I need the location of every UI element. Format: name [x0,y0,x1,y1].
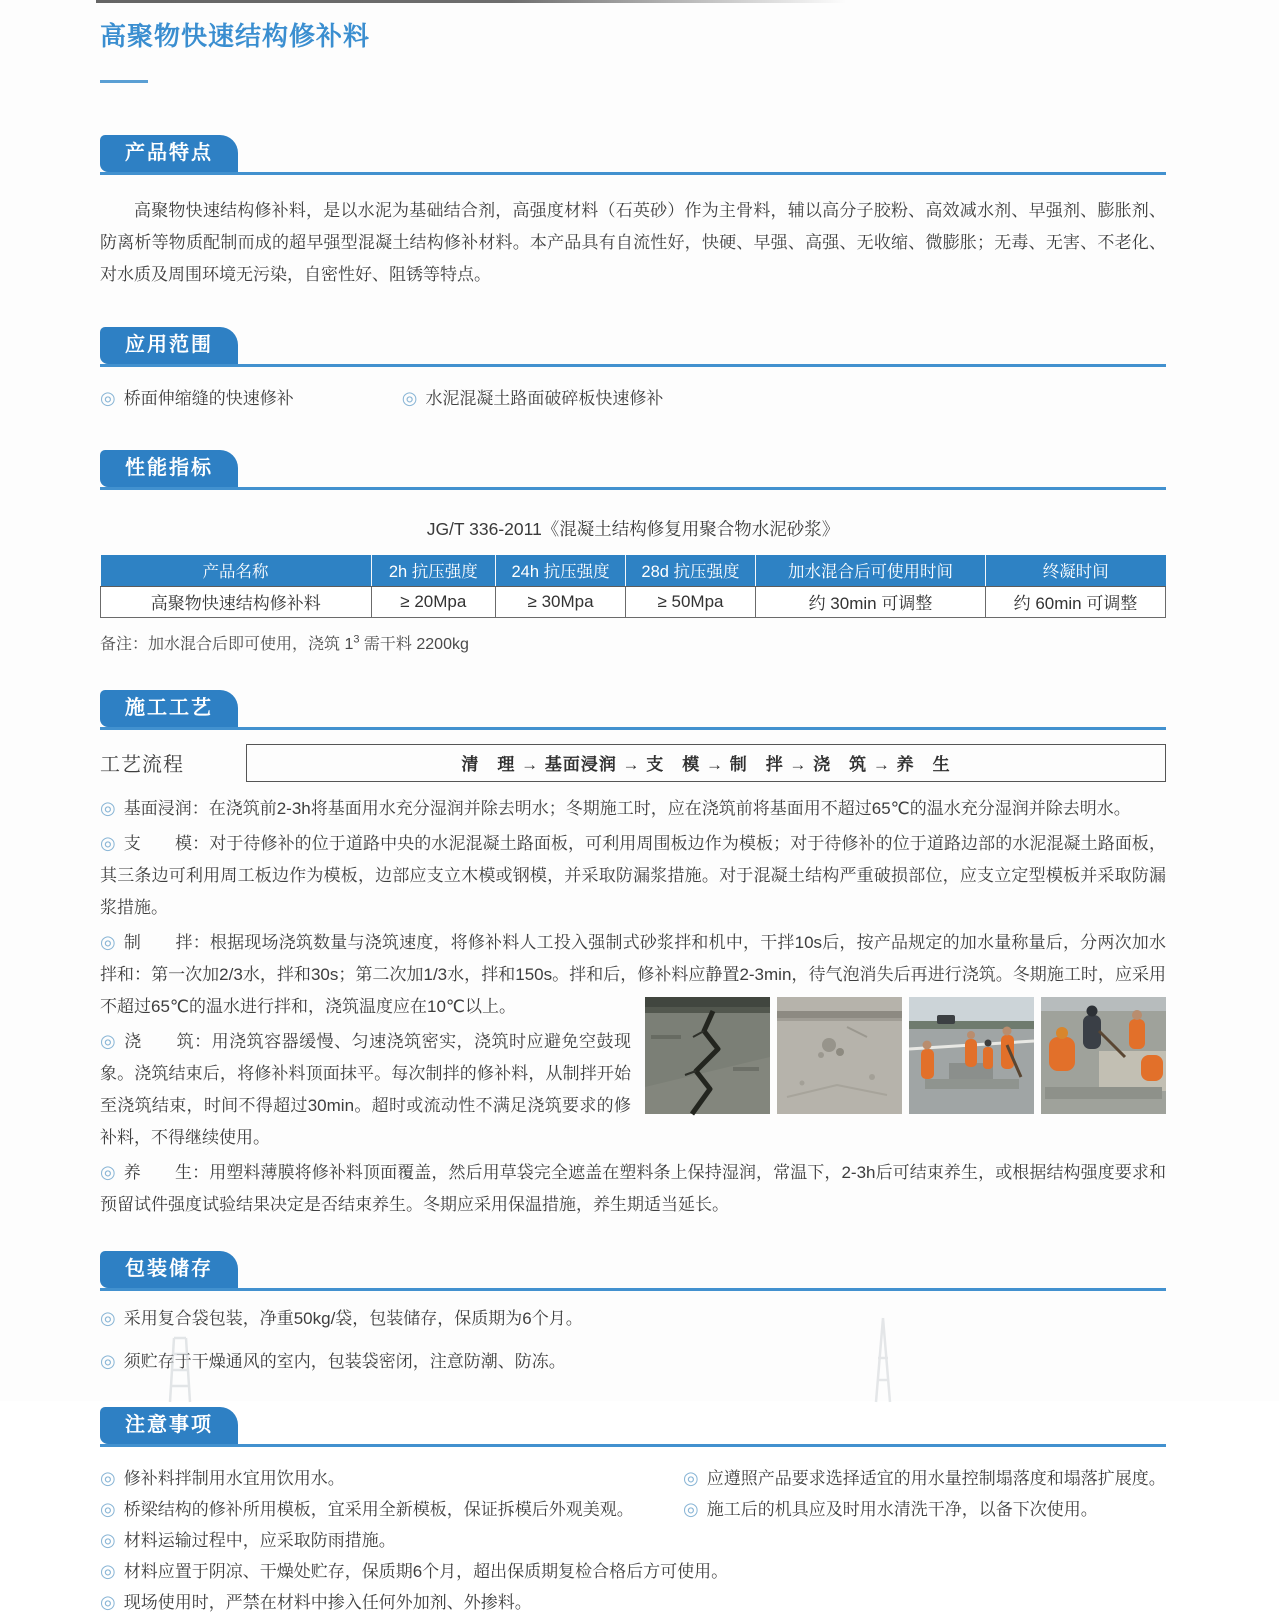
packaging-item [100,1346,1166,1377]
notice-item-text: 施工后的机具应及时用水清洗干净，以备下次使用。 [706,1499,1098,1519]
notice-item [683,1463,1166,1494]
site-photo-strip [645,997,1166,1114]
table-header-cell: 产品名称 [101,555,372,586]
application-item-label: 桥面伸缩缝的快速修补 [123,389,294,408]
section-header-features [100,135,1166,175]
ring-bullet-icon: ◎ [100,1529,116,1550]
process-step [100,1156,1166,1221]
notice-item-text: 现场使用时，严禁在材料中掺入任何外加剂、外掺料。 [123,1592,532,1612]
notice-item-text: 材料运输过程中，应采取防雨措施。 [123,1530,396,1550]
title-underline [100,80,148,83]
table-cell: ≥ 20Mpa [371,586,496,617]
features-paragraph: 高聚物快速结构修补料，是以水泥为基础结合剂，高强度材料（石英砂）作为主骨料，辅以高分子胶粉、高效减水剂、早强剂、膨胀剂、防离析等物质配制而成的超早强型混凝土结构修补材料。本产品具有自流性好，快硬、早强、高强、无收缩、微膨胀；无毒、无害、不老化、对水质及周围环境无污染，自密性好、阻锈等特点。 [100,201,1166,284]
packaging-item [100,1303,1166,1334]
section-badge-packaging: 包装储存 [100,1251,238,1288]
notice-item [100,1494,683,1525]
notice-item [100,1463,683,1494]
table-cell: ≥ 30Mpa [496,586,626,617]
notice-item [100,1556,1166,1587]
table-cell: 约 30min 可调整 [755,586,985,617]
ring-bullet-icon: ◎ [100,1560,116,1581]
packaging-item-text: 须贮存于干燥通风的室内，包装袋密闭，注意防潮、防冻。 [123,1351,566,1371]
section-header-performance [100,450,1166,490]
watermark-tower-icon [150,1332,220,1402]
ring-bullet-icon: ◎ [100,1161,116,1182]
section-badge-notice: 注意事项 [100,1407,238,1444]
section-header-notice [100,1407,1166,1447]
section-badge-application: 应用范围 [100,327,238,364]
notice-item-text: 材料应置于阴凉、干燥处贮存，保质期6个月，超出保质期复检合格后方可使用。 [123,1561,729,1581]
watermark-spire-icon [858,1318,908,1402]
table-cell: 高聚物快速结构修补料 [101,586,372,617]
ring-bullet-icon: ◎ [100,1591,116,1612]
process-step [100,792,1166,825]
notice-item-text: 应遵照产品要求选择适宜的用水量控制塌落度和塌落扩展度。 [706,1468,1166,1488]
ring-bullet-icon: ◎ [683,1467,699,1488]
table-cell: ≥ 50Mpa [626,586,756,617]
section-header-packaging [100,1251,1166,1291]
application-items [100,383,1166,414]
table-header-cell: 28d 抗压强度 [626,555,756,586]
notice-item-text: 桥梁结构的修补所用模板，宜采用全新模板，保证拆模后外观美观。 [123,1499,634,1519]
table-note-superscript: 3 [353,633,360,646]
section-badge-features: 产品特点 [100,135,238,172]
standard-reference: JG/T 336-2011《混凝土结构修复用聚合物水泥砂浆》 [426,519,840,539]
page-title: 高聚物快速结构修补料 [100,21,371,51]
ring-bullet-icon: ◎ [100,1350,116,1371]
process-step [100,827,1166,924]
ring-bullet-icon: ◎ [100,832,116,853]
table-row [101,586,1166,617]
table-note-text: 备注：加水混合后即可使用，浇筑 1 [100,635,354,653]
photo-cracked-concrete-pavement [645,997,770,1114]
process-step-text: 养 生：用塑料薄膜将修补料顶面覆盖，然后用草袋完全遮盖在塑料条上保持湿润，常温下，2-3h后可结束养生，或根据结构强度要求和预留试件强度试验结果决定是否结束养生。冬期应采用保温措施，养生期适当延长。 [100,1162,1166,1214]
process-step-text: 基面浸润：在浇筑前2-3h将基面用水充分湿润并除去明水；冬期施工时，应在浇筑前将基面用不超过65℃的温水充分湿润并除去明水。 [123,798,1131,818]
photo-workers-repairing-road [909,997,1034,1114]
table-header-cell: 加水混合后可使用时间 [755,555,985,586]
ring-bullet-icon: ◎ [401,388,418,408]
packaging-items [100,1303,1166,1377]
ring-bullet-icon: ◎ [100,1030,117,1051]
section-badge-process: 施工工艺 [100,690,238,727]
process-flow-label: 工艺流程 [100,754,184,776]
ring-bullet-icon: ◎ [100,388,116,408]
ring-bullet-icon: ◎ [100,931,116,952]
packaging-item-text: 采用复合袋包装，净重50kg/袋，包装储存，保质期为6个月。 [123,1308,583,1328]
table-header-cell: 终凝时间 [985,555,1165,586]
performance-table [100,555,1166,618]
ring-bullet-icon: ◎ [100,1498,116,1519]
notice-items [100,1463,1166,1618]
photo-damaged-concrete-surface [777,997,902,1114]
ring-bullet-icon: ◎ [100,1467,116,1488]
process-steps [100,792,1166,1221]
application-item [100,383,294,414]
table-cell: 约 60min 可调整 [985,586,1165,617]
section-badge-performance: 性能指标 [100,450,238,487]
process-flow-row [100,744,1166,782]
ring-bullet-icon: ◎ [683,1498,699,1519]
process-step-text: 支 模：对于待修补的位于道路中央的水泥混凝土路面板，可利用周围板边作为模板；对于待修补的位于道路边部的水泥混凝土路面板，其三条边可利用周工板边作为模板，边部应支立木模或钢模，并采取防漏浆措施。对于混凝土结构严重破损部位，应支立定型模板并采取防漏浆措施。 [100,833,1166,917]
process-step-text: 制 拌：根据现场浇筑数量与浇筑速度，将修补料人工投入强制式砂浆拌和机中，干拌10s后，按产品规定的加水量称量后，分两次加水拌和：第一次加2/3水，拌和30s；第二次加1/3水，拌和150s。拌和后，修补料应静置2-3min，待气泡消失后再进行浇筑。冬期施工时，应采用不超过65℃的温水进行拌和，浇筑温度应在10℃以上。 [100,932,1166,1016]
application-item [402,383,664,414]
table-header-cell: 24h 抗压强度 [496,555,626,586]
page-content [100,0,1166,1618]
section-header-process [100,690,1166,730]
notice-item [100,1525,1166,1556]
table-header-cell: 2h 抗压强度 [371,555,496,586]
notice-item [683,1494,1166,1525]
table-note [100,631,1166,654]
table-note-text: 需干料 2200kg [359,635,469,653]
process-flow-diagram: 清 理 → 基面浸润 → 支 模 → 制 拌 → 浇 筑 → 养 生 [246,744,1166,782]
photo-workers-placing-repair-material [1041,997,1166,1114]
ring-bullet-icon: ◎ [100,1307,116,1328]
ring-bullet-icon: ◎ [100,797,116,818]
table-header-row [101,555,1166,586]
notice-item-text: 修补料拌制用水宜用饮用水。 [123,1468,345,1488]
section-header-application [100,327,1166,367]
process-step-text: 浇 筑：用浇筑容器缓慢、匀速浇筑密实，浇筑时应避免空鼓现象。浇筑结束后，将修补料顶面抹平。每次制拌的修补料，从制拌开始至浇筑结束，时间不得超过30min。超时或流动性不满足浇筑要求的修补料，不得继续使用。 [100,1031,631,1147]
notice-item [100,1587,1166,1618]
application-item-label: 水泥混凝土路面破碎板快速修补 [425,389,664,408]
